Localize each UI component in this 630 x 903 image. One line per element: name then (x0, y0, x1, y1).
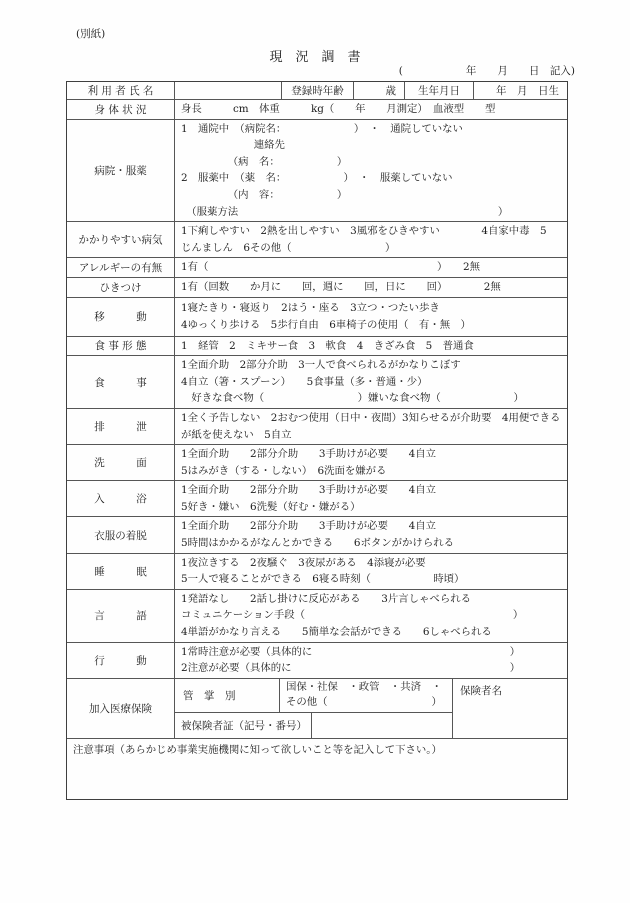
row-label-face-washing: 洗 面 (94, 457, 147, 470)
row-label-medical-insurance: 加入医療保険 (89, 702, 152, 715)
insurer-name-label: 保険者名 (452, 679, 569, 738)
row-label-excretion: 排 泄 (94, 421, 147, 433)
form-line: 連絡先 (181, 139, 285, 152)
insurance-category-row (175, 679, 452, 712)
form-line: 4自立（箸・スプーン） 5食事量（多・普通・少） (181, 375, 428, 388)
form-line: 国保・社保 ・政管 ・共済 ・ (286, 680, 442, 693)
hospital-medication-content (174, 120, 567, 222)
form-line: じんましん 6その他（ ） (181, 241, 396, 254)
insurance-card-row (175, 712, 452, 738)
row-excretion (67, 408, 567, 444)
row-label-hospital-medication: 病院・服薬 (94, 164, 147, 177)
form-line: 1全面介助 2部分介助 3手助けが必要 4自立 (181, 448, 437, 461)
form-line: 1全面介助 2部分介助 3手助けが必要 4自立 (181, 520, 437, 533)
row-label-bathing: 入 浴 (94, 493, 147, 506)
language-content (174, 590, 567, 642)
birthdate-label: 生年月日 (404, 82, 473, 99)
form-line: 好きな食べ物（ ）嫌いな食べ物（ ） (181, 392, 524, 405)
form-line: 4単語がかなり言える 5簡単な会話ができる 6しゃべられる (181, 626, 492, 639)
row-label-common-illness: かかりやすい病気 (78, 234, 163, 247)
row-label-physical-status: 身 体 状 況 (94, 103, 147, 116)
row-convulsion (67, 277, 567, 297)
form-line: （病 名： ） (181, 155, 348, 168)
row-label-dressing: 衣服の着脱 (94, 529, 147, 542)
age-unit-label: 歳 (353, 82, 404, 99)
sleep-content (174, 554, 567, 589)
row-hospital-medication (67, 119, 567, 222)
row-label-convulsion: ひきつけ (99, 281, 142, 294)
row-mobility (67, 297, 567, 336)
eating-content (174, 356, 567, 408)
form-line: 1 通院中 （病院名： ） ・ 通院していない (181, 122, 463, 135)
form-line: 1有（回数 か月に 回，週に 回，日に 回） 2無 (181, 280, 501, 293)
row-label-meal-form: 食 事 形 態 (94, 340, 147, 353)
form-line: 1常時注意が必要（具体的に ） (181, 645, 521, 658)
form-line: 1夜泣きする 2夜騒ぐ 3夜尿がある 4添寝が必要 (181, 556, 426, 569)
insurance-category-options (279, 679, 452, 712)
form-line: 5時間はかかるがなんとかできる 6ボタンがかけられる (181, 537, 454, 550)
form-line: 5一人で寝ることができる 6寝る時刻（ 時頃） (181, 573, 465, 586)
birthdate-field: 年 月 日生 (473, 82, 567, 99)
form-line: 1寝たきり・寝返り 2はう・座る 3立つ・つたい歩き (181, 301, 440, 314)
form-line: 4ゆっくり歩ける 5歩行自由 6車椅子の使用（ 有・無 ） (181, 318, 471, 331)
insurance-middle-block (174, 679, 452, 738)
row-dressing (67, 516, 567, 552)
bathing-content (174, 481, 567, 516)
notes-content (67, 739, 567, 799)
user-name-field (174, 82, 281, 99)
behavior-content (174, 643, 567, 678)
insurance-category-label: 管 掌 別 (183, 689, 236, 702)
registration-age-label: 登録時年齢 (281, 82, 353, 99)
user-name-label: 利 用 者 氏 名 (87, 85, 154, 97)
row-label-behavior: 行 動 (94, 654, 147, 667)
face-washing-content (174, 445, 567, 480)
form-line: コミュニケーション手段（ ） (181, 609, 524, 622)
row-meal-form (67, 336, 567, 356)
form-line: その他（ ） (286, 696, 442, 709)
form-line: （内 容： ） (181, 188, 348, 201)
form-line: 5好き・嫌い 6洗髪（好む・嫌がる） (181, 500, 361, 513)
status-report-table (66, 81, 568, 800)
row-bathing (67, 480, 567, 516)
row-face-washing (67, 444, 567, 480)
page-title: 現 況 調 書 (269, 50, 361, 65)
physical-status-content (174, 100, 567, 119)
corner-note: (別紙) (76, 28, 106, 40)
date-entry-note: ( 年 月 日 記入) (398, 65, 575, 77)
form-line: 1有（ ） 2無 (181, 261, 480, 274)
form-line: 1全面介助 2部分介助 3手助けが必要 4自立 (181, 484, 437, 497)
form-line: 注意事項（あらかじめ事業実施機関に知って欲しいこと等を記入して下さい。） (73, 743, 442, 756)
row-label-language: 言 語 (94, 610, 147, 623)
form-line: 1下痢しやすい 2熱を出しやすい 3風邪をひきやすい 4自家中毒 5 (181, 225, 547, 238)
form-line: 1全面介助 2部分介助 3一人で食べられるがかなりこぼす (181, 359, 461, 372)
row-label-sleep: 睡 眠 (94, 565, 147, 578)
insurance-card-label: 被保険者証（記号・番号） (181, 719, 307, 732)
row-language (67, 589, 567, 642)
mobility-content (174, 298, 567, 336)
form-line: 2注意が必要（具体的に ） (181, 662, 521, 675)
row-physical-status (67, 99, 567, 119)
row-common-illness (67, 221, 567, 257)
row-label-allergy: アレルギーの有無 (78, 262, 163, 275)
form-line: 身長 cm 体重 kg（ 年 月測定） 血液型 型 (181, 103, 496, 115)
row-label-mobility: 移 動 (94, 311, 147, 324)
row-medical-insurance (67, 678, 567, 738)
form-line: 2 服薬中 （薬 名： ） ・ 服薬していない (181, 172, 453, 185)
form-line: 5はみがき（する・しない） 6洗面を嫌がる (181, 464, 387, 477)
row-label-eating: 食 事 (94, 376, 147, 389)
meal-form-content (174, 337, 567, 356)
row-eating (67, 355, 567, 408)
common-illness-content (174, 222, 567, 257)
row-allergy (67, 257, 567, 277)
row-user-info (67, 82, 567, 99)
excretion-content (174, 409, 567, 444)
convulsion-content (174, 278, 567, 297)
row-behavior (67, 642, 567, 678)
dressing-content (174, 517, 567, 552)
form-line: 1 経管 2 ミキサー食 3 軟食 4 きざみ食 5 普通食 (181, 339, 474, 352)
allergy-content (174, 258, 567, 277)
insurance-card-field (311, 713, 452, 738)
row-notes (67, 738, 567, 799)
row-sleep (67, 553, 567, 589)
form-line: が紙を使えない 5自立 (181, 428, 292, 441)
form-line: 1全く予告しない 2おむつ使用（日中・夜間）3知らせるが介助要 4用便できる (181, 411, 561, 424)
form-line: （服薬方法 ） (181, 205, 509, 218)
form-line: 1発語なし 2話し掛けに反応がある 3片言しゃべられる (181, 592, 471, 605)
